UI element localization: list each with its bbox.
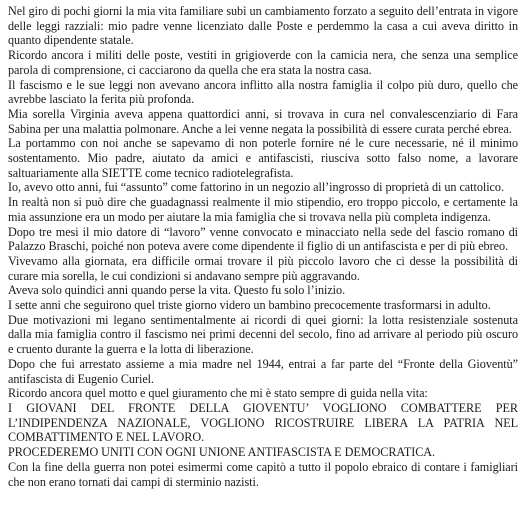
document-body — [8, 4, 518, 489]
oath-paragraph: PROCEDEREMO UNITI CON OGNI UNIONE ANTIFASCISTA E DEMOCRATICA. — [8, 445, 436, 460]
paragraph: Dopo che fui arrestato assieme a mia madre nel 1944, entrai a far parte del “Fronte della Gioventù” antifascista di Eugenio Curiel. — [8, 356, 518, 386]
paragraph: I sette anni che seguirono quel triste giorno videro un bambino precocemente trasformarsi in adulto. — [8, 298, 491, 313]
paragraph: Ricordo ancora quel motto e quel giuramento che mi è stato sempre di guida nella vita: — [8, 386, 428, 401]
paragraph: Con la fine della guerra non potei esimermi come capitò a tutto il popolo ebraico di contare i famigliari che non erano tornati dai campi di sterminio nazisti. — [8, 459, 518, 489]
paragraph: Aveva solo quindici anni quando perse la vita. Questo fu solo l’inizio. — [8, 283, 346, 298]
paragraph: Vivevamo alla giornata, era difficile ormai trovare il più piccolo lavoro che ci desse la possibilità di curare mia sorella, le cui condizioni si andavano sempre più aggravando. — [8, 253, 518, 283]
paragraph: Ricordo ancora i militi delle poste, vestiti in grigioverde con la camicia nera, che senza una semplice parola di comprensione, ci cacciarono da quella che era stata la nostra casa. — [8, 48, 518, 77]
paragraph: Mia sorella Virginia aveva appena quattordici anni, si trovava in cura nel convalescenziario di Fara Sabina per una malattia polmonare. Anche a lei venne negata la possibilità di essere curata perché ebrea. — [8, 106, 518, 136]
paragraph: La portammo con noi anche se sapevamo di non poterle fornire né le cure necessarie, né il minimo sostentamento. Mio padre, aiutato da amici e antifascisti, riusciva sotto falso nome, a lavorare saltuariamente alla SIETTE come tecnico radiotelegrafista. — [8, 136, 518, 180]
paragraph: Nel giro di pochi giorni la mia vita familiare subì un cambiamento forzato a seguito dell’entrata in vigore delle leggi razziali: mio padre venne licenziato dalle Poste e perdemmo la casa a cui aveva diritto in quanto dipendente statale. — [8, 4, 518, 48]
paragraph: Due motivazioni mi legano sentimentalmente ai ricordi di quei giorni: la lotta resistenziale sostenuta dalla mia famiglia contro il fascismo nei primi decenni del secolo, fino ad arrivare al periodo più oscuro e cruento durante la guerra e la lotta di liberazione. — [8, 312, 518, 357]
paragraph: Il fascismo e le sue leggi non avevano ancora inflitto alla nostra famiglia il colpo più duro, quello che avrebbe lasciato la ferita più profonda. — [8, 77, 518, 107]
paragraph: Io, avevo otto anni, fui “assunto” come fattorino in un negozio all’ingrosso di proprietà di un cattolico. — [8, 180, 504, 195]
oath-paragraph: I GIOVANI DEL FRONTE DELLA GIOVENTU’ VOGLIONO COMBATTERE PER L’INDIPENDENZA NAZIONALE, VOGLIONO RICOSTRUIRE LIBERA LA PATRIA NEL COMBATTIMENTO E NEL LAVORO. — [8, 400, 518, 445]
paragraph: Dopo tre mesi il mio datore di “lavoro” venne convocato e minacciato nella sede del fascio romano di Palazzo Braschi, poiché non poteva avere come dipendente il figlio di un antifascista e per di più ebreo. — [8, 224, 518, 254]
paragraph: In realtà non si può dire che guadagnassi realmente il mio stipendio, ero troppo piccolo, e certamente la mia assunzione era un modo per aiutare la mia famiglia che si trovava nella più completa indigenza. — [8, 195, 518, 224]
